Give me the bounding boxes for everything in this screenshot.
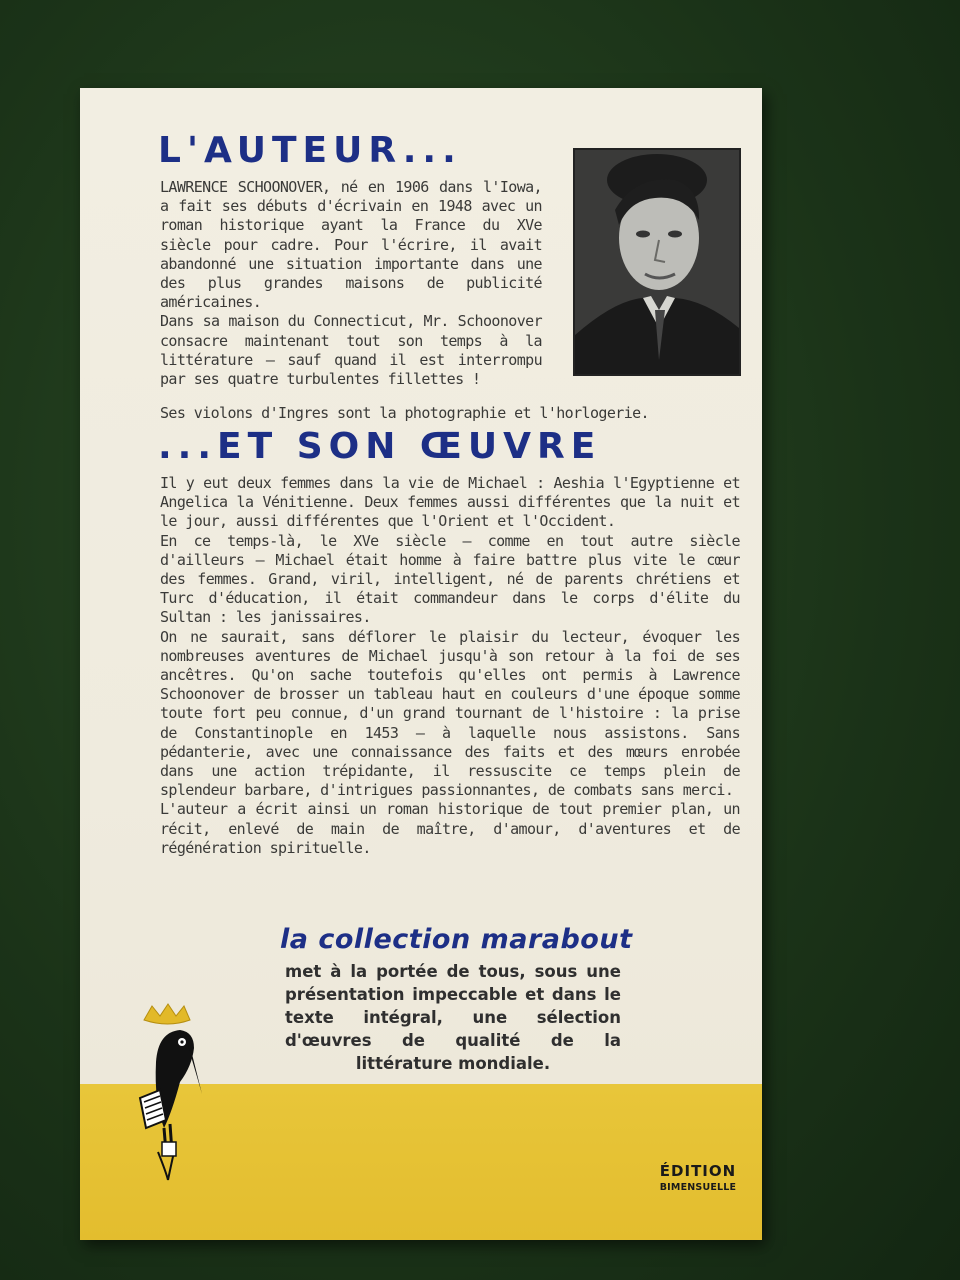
auteur-hobbies-line: Ses violons d'Ingres sont la photographie et l'horlogerie. bbox=[160, 404, 649, 422]
oeuvre-paragraph: En ce temps-là, le XVe siècle — comme en tout autre siècle d'ailleurs — Michael était homme à faire battre plus vite le cœur des femmes. Grand, viril, intelligent, né de parents chrétiens et Turc d'éducation, il était commandeur dans le corps d'élite du Sultan : les janissaires. bbox=[160, 531, 740, 627]
auteur-biography bbox=[160, 178, 542, 389]
collection-description: met à la portée de tous, sous une présentation impeccable et dans le texte intégral, une sélection d'œuvres de qualité de la littérature mondiale. bbox=[285, 962, 621, 1073]
oeuvre-heading: ...ET SON ŒUVRE bbox=[158, 426, 602, 467]
edition-line-1: ÉDITION bbox=[659, 1162, 737, 1180]
marabout-bird-logo-icon bbox=[136, 1002, 206, 1182]
auteur-paragraph: LAWRENCE SCHOONOVER, né en 1906 dans l'Iowa, a fait ses débuts d'écrivain en 1948 avec un roman historique ayant la France du XVe siècle pour cadre. Pour l'écrire, il avait abandonné une situation importante dans une des plus grandes maisons de publicité américaines. bbox=[160, 178, 542, 312]
edition-label bbox=[653, 1162, 743, 1193]
oeuvre-paragraph: Il y eut deux femmes dans la vie de Michael : Aeshia l'Egyptienne et Angelica la Vénitienne. Deux femmes aussi différentes que la nuit et le jour, aussi différentes que l'Orient et l'Occident. bbox=[160, 474, 740, 531]
oeuvre-summary bbox=[160, 474, 740, 858]
author-photo bbox=[573, 148, 741, 376]
auteur-heading: L'AUTEUR... bbox=[158, 130, 462, 171]
oeuvre-paragraph: On ne saurait, sans déflorer le plaisir du lecteur, évoquer les nombreuses aventures de Michael jusqu'à son retour à la foi de ses ancêtres. Qu'on sache toutefois qu'elles ont permis à Lawrence Schoonover de brosser un tableau haut en couleurs d'une époque somme toute fort peu connue, d'un grand tournant de l'histoire : la prise de Constantinople en 1453 — à laquelle nous assistons. Sans pédanterie, avec une connaissance des faits et des mœurs enrobée dans une action trépidante, il ressuscite ce temps plein de splendeur barbare, d'intrigues passionnantes, de combats sans merci. bbox=[160, 627, 740, 800]
edition-line-2: BIMENSUELLE bbox=[659, 1182, 737, 1193]
collection-title: la collection marabout bbox=[280, 924, 633, 955]
auteur-paragraph: Dans sa maison du Connecticut, Mr. Schoonover consacre maintenant tout son temps à la littérature — sauf quand il est interrompu par ses quatre turbulentes fillettes ! bbox=[160, 312, 542, 389]
book-back-cover bbox=[80, 88, 762, 1240]
oeuvre-paragraph: L'auteur a écrit ainsi un roman historique de tout premier plan, un récit, enlevé de main de maître, d'amour, d'aventures et de régénération spirituelle. bbox=[160, 800, 740, 857]
